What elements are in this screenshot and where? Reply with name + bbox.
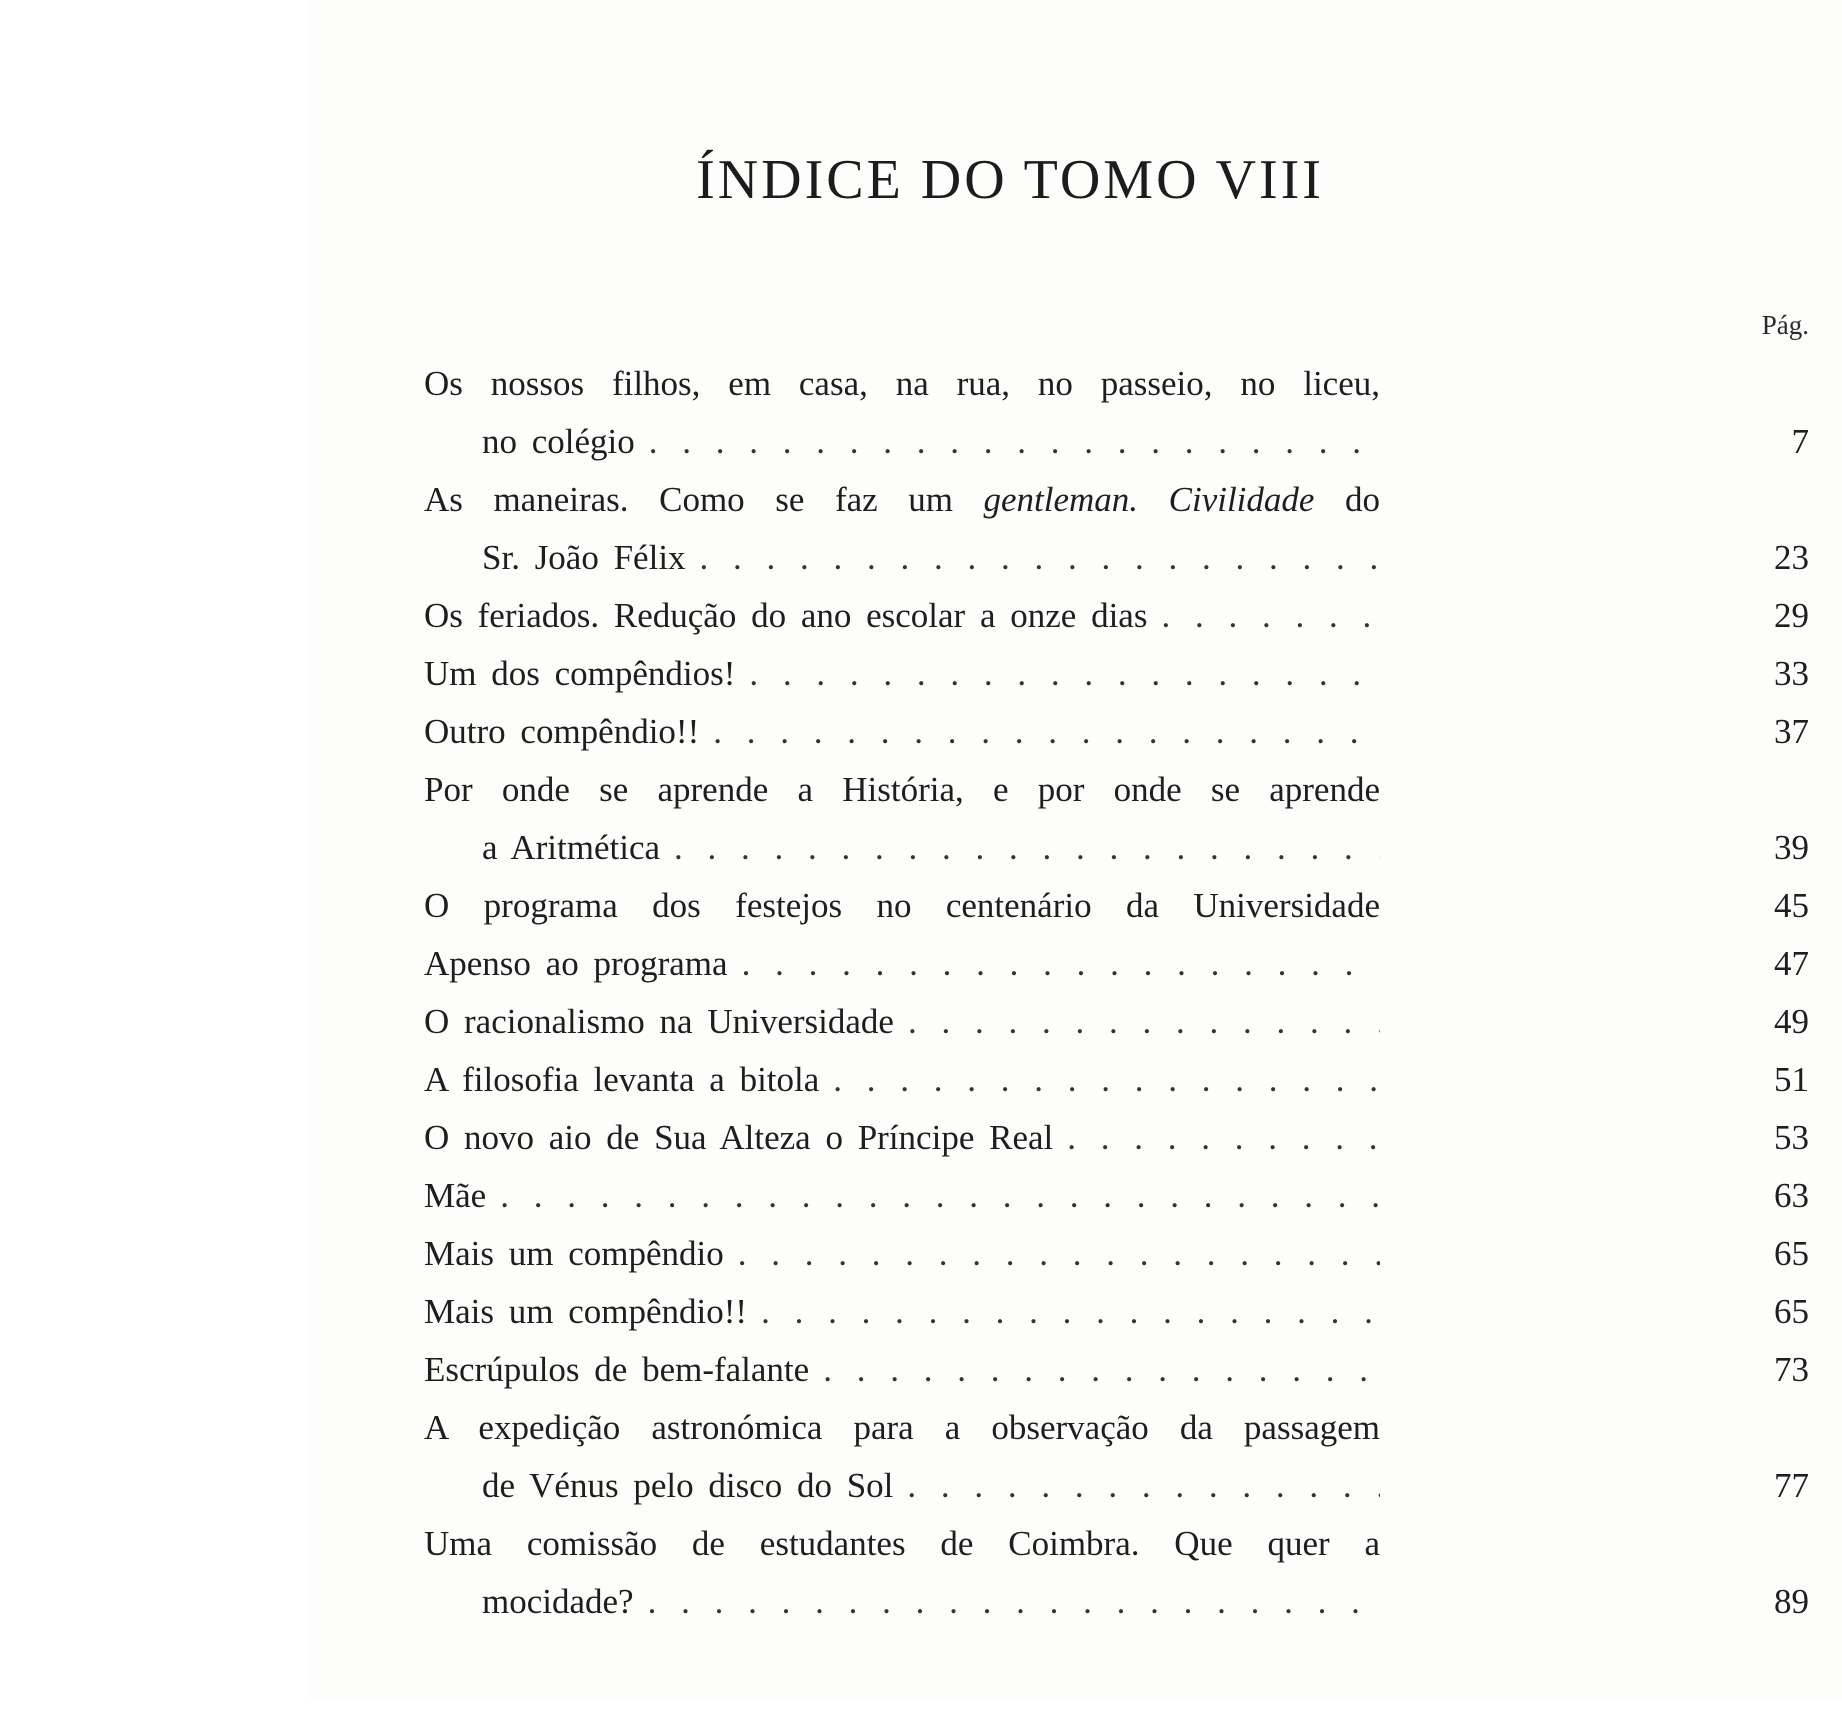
table-of-contents bbox=[424, 355, 1809, 1631]
dot-leader bbox=[648, 1573, 1380, 1631]
toc-entry-title: As maneiras. Como se faz um gentleman. Civilidade do bbox=[424, 480, 1380, 519]
page-title: ÍNDICE DO TOMO VIII bbox=[696, 149, 1324, 211]
dot-leader bbox=[649, 413, 1380, 471]
dot-leader bbox=[713, 703, 1380, 761]
dot-leader bbox=[761, 1283, 1380, 1341]
toc-entry-title: O racionalismo na Universidade bbox=[424, 1002, 894, 1041]
toc-entry bbox=[424, 1341, 1809, 1399]
toc-entry bbox=[424, 1051, 1809, 1109]
toc-entry-title: Os feriados. Redução do ano escolar a onze dias bbox=[424, 596, 1148, 635]
dot-leader bbox=[1161, 587, 1380, 645]
toc-entry bbox=[424, 1167, 1809, 1225]
toc-entry-title: Mãe bbox=[424, 1176, 487, 1215]
dot-leader bbox=[742, 935, 1380, 993]
book-page bbox=[310, 0, 1842, 1700]
toc-page-number: 45 bbox=[1774, 886, 1809, 925]
toc-page-number: 63 bbox=[1774, 1176, 1809, 1215]
toc-entry-title-cont: a Aritmética bbox=[482, 828, 661, 867]
toc-entry-title: Mais um compêndio!! bbox=[424, 1292, 748, 1331]
toc-entry bbox=[424, 1283, 1809, 1341]
dot-leader bbox=[823, 1341, 1380, 1399]
dot-leader bbox=[1067, 1109, 1380, 1167]
toc-page-number: 7 bbox=[1791, 422, 1809, 461]
dot-leader bbox=[833, 1051, 1380, 1109]
toc-entry-title-cont: no colégio bbox=[482, 422, 635, 461]
toc-page-number: 53 bbox=[1774, 1118, 1809, 1157]
toc-page-number: 65 bbox=[1774, 1292, 1809, 1331]
toc-entry bbox=[424, 471, 1809, 587]
toc-entry-title: Mais um compêndio bbox=[424, 1234, 724, 1273]
toc-page-number: 39 bbox=[1774, 828, 1809, 867]
toc-entry-title: Uma comissão de estudantes de Coimbra. Que quer a bbox=[424, 1524, 1380, 1563]
toc-entry-title: O programa dos festejos no centenário da Universidade bbox=[424, 886, 1380, 925]
toc-page-number: 23 bbox=[1774, 538, 1809, 577]
toc-page-number: 77 bbox=[1774, 1466, 1809, 1505]
toc-page-number: 65 bbox=[1774, 1234, 1809, 1273]
toc-page-number: 49 bbox=[1774, 1002, 1809, 1041]
toc-entry bbox=[424, 1109, 1809, 1167]
page-column-label: Pág. bbox=[1761, 310, 1809, 340]
toc-entry bbox=[424, 935, 1809, 993]
toc-page-number: 33 bbox=[1774, 654, 1809, 693]
toc-page-number: 73 bbox=[1774, 1350, 1809, 1389]
toc-page-number: 47 bbox=[1774, 944, 1809, 983]
dot-leader bbox=[738, 1225, 1380, 1283]
toc-page-number: 51 bbox=[1774, 1060, 1809, 1099]
toc-entry bbox=[424, 877, 1809, 935]
dot-leader bbox=[908, 993, 1380, 1051]
toc-entry-title: O novo aio de Sua Alteza o Príncipe Real bbox=[424, 1118, 1054, 1157]
toc-entry-title: Os nossos filhos, em casa, na rua, no passeio, no liceu, bbox=[424, 364, 1380, 403]
toc-entry bbox=[424, 587, 1809, 645]
toc-entry bbox=[424, 645, 1809, 703]
dot-leader bbox=[700, 529, 1380, 587]
toc-entry-title-cont: mocidade? bbox=[482, 1582, 634, 1621]
toc-page-number: 89 bbox=[1774, 1582, 1809, 1621]
toc-entry-title-cont: de Vénus pelo disco do Sol bbox=[482, 1466, 894, 1505]
dot-leader bbox=[500, 1167, 1380, 1225]
toc-page-number: 37 bbox=[1774, 712, 1809, 751]
dot-leader bbox=[749, 645, 1380, 703]
toc-entry-title: Por onde se aprende a História, e por onde se aprende bbox=[424, 770, 1380, 809]
dot-leader bbox=[674, 819, 1380, 877]
toc-entry-title: Outro compêndio!! bbox=[424, 712, 700, 751]
toc-entry-title-cont: Sr. João Félix bbox=[482, 538, 686, 577]
toc-entry bbox=[424, 761, 1809, 877]
toc-entry bbox=[424, 993, 1809, 1051]
toc-entry bbox=[424, 1515, 1809, 1631]
toc-entry bbox=[424, 1399, 1809, 1515]
dot-leader bbox=[907, 1457, 1380, 1515]
toc-entry bbox=[424, 1225, 1809, 1283]
toc-entry-title: Um dos compêndios! bbox=[424, 654, 736, 693]
toc-entry-title: A filosofia levanta a bitola bbox=[424, 1060, 820, 1099]
toc-entry bbox=[424, 703, 1809, 761]
toc-entry-title: A expedição astronómica para a observação da passagem bbox=[424, 1408, 1380, 1447]
toc-entry-title: Escrúpulos de bem-falante bbox=[424, 1350, 810, 1389]
toc-page-number: 29 bbox=[1774, 596, 1809, 635]
toc-entry-title: Apenso ao programa bbox=[424, 944, 728, 983]
toc-entry bbox=[424, 355, 1809, 471]
